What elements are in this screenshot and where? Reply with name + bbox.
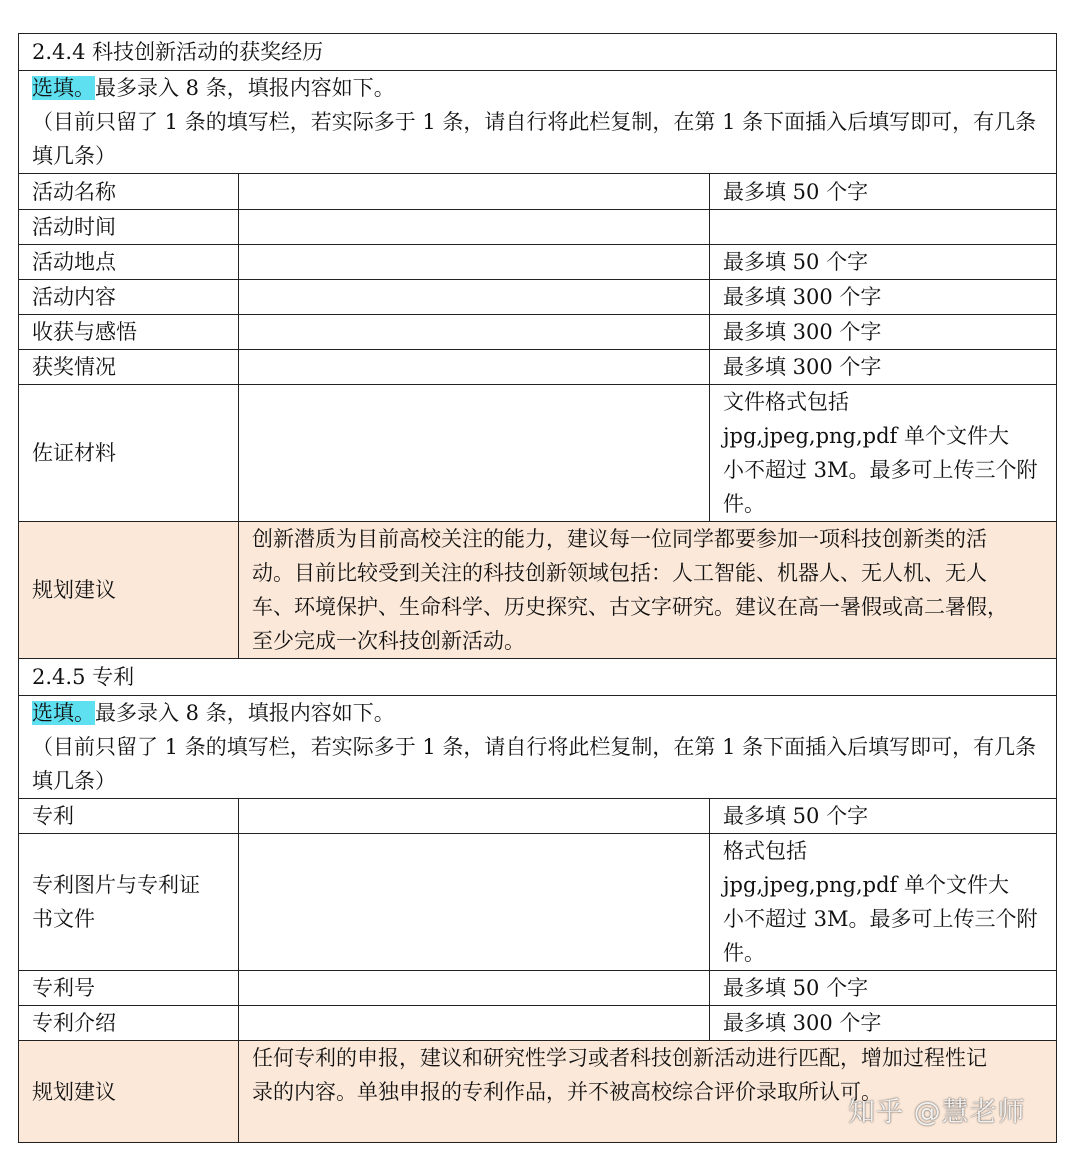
row-label-activity-time: 活动时间 [19,210,239,245]
input-activity-time[interactable] [239,210,710,245]
hint-evidence-line: 文件格式包括 [723,390,849,414]
hint-images-line: jpg,jpeg,png,pdf 单个文件大 [723,873,1009,897]
note-text: （目前只留了 1 条的填写栏，若实际多于 1 条，请自行将此栏复制，在第 1 条下面插入后填写即可，有几条填几条） [32,735,1037,793]
input-patent-number[interactable] [239,971,710,1006]
input-patent-intro[interactable] [239,1006,710,1041]
row-label-patent-number: 专利号 [19,971,239,1006]
hint-activity-location: 最多填 50 个字 [710,245,1057,280]
row-label-patent: 专利 [19,799,239,834]
section-title-awards: 2.4.4 科技创新活动的获奖经历 [19,34,1057,71]
hint-activity-time [710,210,1057,245]
row-label-patent-intro: 专利介绍 [19,1006,239,1041]
hint-images-line: 小不超过 3M。最多可上传三个附 [723,907,1038,931]
hint-patent-images [710,834,1057,971]
hint-award: 最多填 300 个字 [710,350,1057,385]
row-label-activity-name: 活动名称 [19,174,239,210]
note-text: （目前只留了 1 条的填写栏，若实际多于 1 条，请自行将此栏复制，在第 1 条下面插入后填写即可，有几条填几条） [32,110,1037,168]
advice-text-awards [239,522,1057,659]
advice-line: 录的内容。单独申报的专利作品，并不被高校综合评价录取所认可。 [252,1080,882,1104]
advice-label-awards: 规划建议 [19,522,239,659]
hint-activity-content: 最多填 300 个字 [710,280,1057,315]
optional-highlight: 选填。 [32,76,95,100]
hint-evidence-line: 小不超过 3M。最多可上传三个附 [723,458,1038,482]
section-instructions-awards [19,71,1057,174]
hint-patent-number: 最多填 50 个字 [710,971,1057,1006]
row-label-patent-images [19,834,239,971]
input-reflection[interactable] [239,315,710,350]
row-label-reflection: 收获与感悟 [19,315,239,350]
hint-images-line: 格式包括 [723,839,807,863]
advice-label-patent: 规划建议 [19,1041,239,1143]
hint-patent: 最多填 50 个字 [710,799,1057,834]
row-label-activity-content: 活动内容 [19,280,239,315]
advice-line: 任何专利的申报，建议和研究性学习或者科技创新活动进行匹配，增加过程性记 [252,1046,987,1070]
input-activity-content[interactable] [239,280,710,315]
optional-text: 最多录入 8 条，填报内容如下。 [95,76,395,100]
input-activity-location[interactable] [239,245,710,280]
hint-evidence-line: 件。 [723,492,765,516]
document-page [18,33,1056,1143]
input-patent[interactable] [239,799,710,834]
optional-highlight: 选填。 [32,701,95,725]
hint-activity-name: 最多填 50 个字 [710,174,1057,210]
form-table [18,33,1057,1143]
label-line: 专利图片与专利证 [32,873,200,897]
advice-line: 至少完成一次科技创新活动。 [252,629,525,653]
row-label-award: 获奖情况 [19,350,239,385]
label-line: 书文件 [32,907,95,931]
row-label-activity-location: 活动地点 [19,245,239,280]
optional-text: 最多录入 8 条，填报内容如下。 [95,701,395,725]
advice-line: 动。目前比较受到关注的科技创新领域包括：人工智能、机器人、无人机、无人 [252,561,987,585]
upload-evidence[interactable] [239,385,710,522]
input-award[interactable] [239,350,710,385]
hint-reflection: 最多填 300 个字 [710,315,1057,350]
advice-line: 创新潜质为目前高校关注的能力，建议每一位同学都要参加一项科技创新类的活 [252,527,987,551]
hint-patent-intro: 最多填 300 个字 [710,1006,1057,1041]
watermark: 知乎 @慧老师 [848,1097,1026,1128]
section-instructions-patent [19,696,1057,799]
advice-line: 车、环境保护、生命科学、历史探究、古文字研究。建议在高一暑假或高二暑假， [252,595,1008,619]
hint-evidence [710,385,1057,522]
hint-images-line: 件。 [723,941,765,965]
input-activity-name[interactable] [239,174,710,210]
hint-evidence-line: jpg,jpeg,png,pdf 单个文件大 [723,424,1009,448]
section-title-patent: 2.4.5 专利 [19,659,1057,696]
upload-patent-images[interactable] [239,834,710,971]
row-label-evidence: 佐证材料 [19,385,239,522]
